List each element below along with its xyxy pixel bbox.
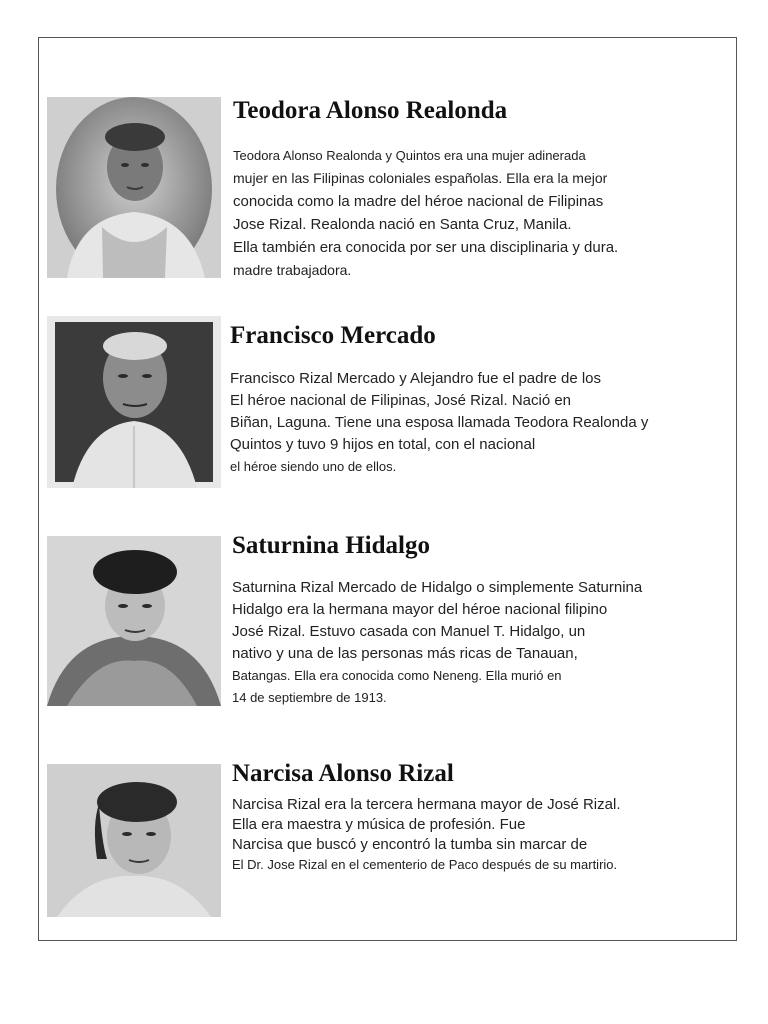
portrait-narcisa-alonso-rizal bbox=[47, 764, 221, 917]
portrait-photo bbox=[47, 764, 221, 917]
portrait-photo bbox=[47, 536, 221, 706]
bio-line: Hidalgo era la hermana mayor del héroe nacional filipino bbox=[232, 601, 608, 618]
person-bio bbox=[232, 795, 620, 875]
portrait-francisco-mercado bbox=[47, 316, 221, 488]
portrait-photo bbox=[47, 97, 221, 278]
person-name: Saturnina Hidalgo bbox=[232, 532, 430, 559]
person-name: Teodora Alonso Realonda bbox=[233, 97, 508, 124]
bio-line: Ella también era conocida por ser una disciplinaria y dura. bbox=[233, 239, 619, 256]
bio-line: Ella era maestra y música de profesión. Fue bbox=[232, 816, 526, 833]
person-bio bbox=[233, 144, 618, 282]
bio-line: El héroe nacional de Filipinas, José Rizal. Nació en bbox=[230, 392, 572, 409]
bio-line: mujer en las Filipinas coloniales españolas. Ella era la mejor bbox=[233, 170, 608, 186]
bio-line: 14 de septiembre de 1913. bbox=[232, 690, 387, 705]
bio-line: Biñan, Laguna. Tiene una esposa llamada Teodora Realonda y bbox=[230, 414, 649, 431]
bio-line: conocida como la madre del héroe nacional de Filipinas bbox=[233, 193, 604, 210]
bio-line: Narcisa que buscó y encontró la tumba sin marcar de bbox=[232, 836, 588, 853]
portrait-teodora-alonso-realonda bbox=[47, 97, 221, 278]
person-bio bbox=[232, 577, 642, 709]
bio-line: José Rizal. Estuvo casada con Manuel T. Hidalgo, un bbox=[232, 623, 586, 640]
bio-line: Jose Rizal. Realonda nació en Santa Cruz, Manila. bbox=[233, 216, 572, 233]
bio-line: nativo y una de las personas más ricas de Tanauan, bbox=[232, 645, 578, 662]
portrait-photo bbox=[47, 316, 221, 488]
person-name: Francisco Mercado bbox=[230, 322, 436, 349]
person-bio bbox=[230, 368, 648, 478]
bio-line: Teodora Alonso Realonda y Quintos era una mujer adinerada bbox=[233, 148, 586, 163]
bio-line: el héroe siendo uno de ellos. bbox=[230, 459, 397, 474]
person-name: Narcisa Alonso Rizal bbox=[232, 760, 454, 787]
bio-line: madre trabajadora. bbox=[233, 262, 352, 278]
bio-line: Batangas. Ella era conocida como Neneng. Ella murió en bbox=[232, 668, 562, 683]
portrait-saturnina-hidalgo bbox=[47, 536, 221, 706]
bio-line: Narcisa Rizal era la tercera hermana mayor de José Rizal. bbox=[232, 796, 621, 813]
bio-line: Saturnina Rizal Mercado de Hidalgo o simplemente Saturnina bbox=[232, 579, 643, 596]
bio-line: El Dr. Jose Rizal en el cementerio de Paco después de su martirio. bbox=[232, 857, 618, 872]
bio-line: Francisco Rizal Mercado y Alejandro fue el padre de los bbox=[230, 370, 602, 387]
bio-line: Quintos y tuvo 9 hijos en total, con el nacional bbox=[230, 436, 536, 453]
